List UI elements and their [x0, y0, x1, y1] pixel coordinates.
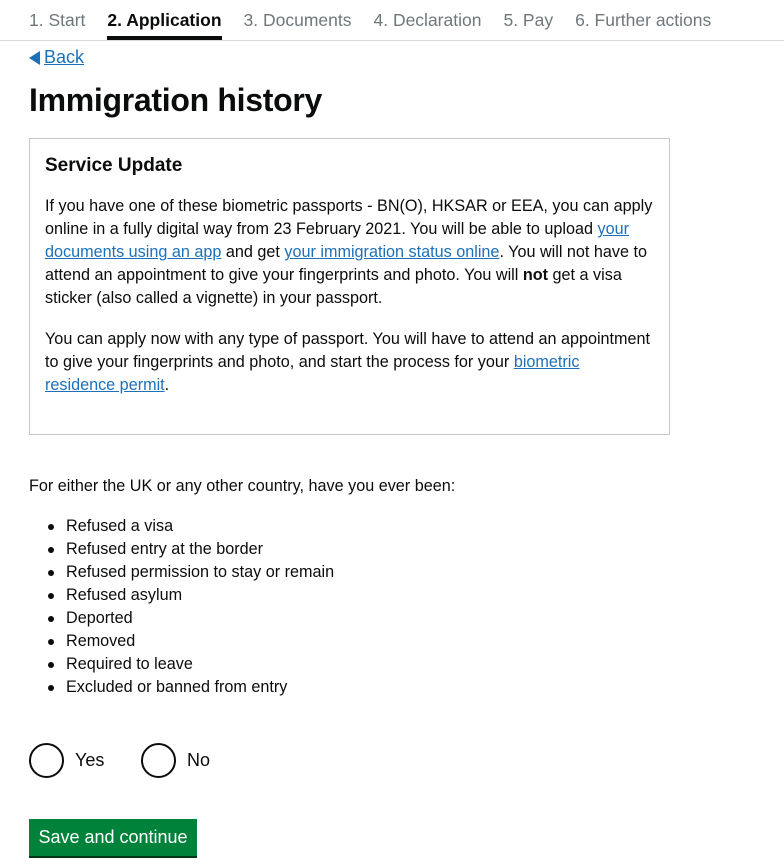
- step-pay: 5. Pay: [503, 10, 554, 30]
- notice-paragraph-2: You can apply now with any type of passport. You will have to attend an appointment to give your fingerprints and photo, and start the process for your biometric residence permit.: [45, 330, 651, 394]
- back-link[interactable]: [29, 47, 84, 68]
- step-documents: 3. Documents: [243, 10, 352, 30]
- service-update-panel: [29, 138, 670, 435]
- radio-no[interactable]: [141, 743, 210, 778]
- notice-title: Service Update: [45, 155, 183, 176]
- list-item: Refused a visa: [29, 515, 334, 538]
- documents-app-link[interactable]: your documents using an app: [45, 220, 630, 261]
- list-item: Required to leave: [29, 653, 334, 676]
- radio-no-circle[interactable]: [141, 743, 176, 778]
- back-arrow-icon: [29, 51, 40, 65]
- list-item: Removed: [29, 630, 334, 653]
- radio-no-label: No: [187, 750, 211, 770]
- question-text: For either the UK or any other country, have you ever been:: [29, 477, 456, 495]
- radio-yes-label: Yes: [75, 750, 105, 770]
- radio-yes[interactable]: [29, 743, 104, 778]
- radio-yes-circle[interactable]: [29, 743, 64, 778]
- step-declaration: 4. Declaration: [373, 10, 482, 30]
- list-item: Refused asylum: [29, 584, 334, 607]
- list-item: Refused permission to stay or remain: [29, 561, 334, 584]
- back-label: Back: [44, 47, 85, 67]
- step-start: 1. Start: [29, 10, 86, 30]
- progress-steps: [0, 0, 784, 41]
- immigration-status-link[interactable]: your immigration status online: [284, 243, 500, 261]
- biometric-permit-link[interactable]: biometric residence permit: [45, 353, 580, 394]
- step-further-actions: 6. Further actions: [575, 10, 712, 30]
- reasons-list: [29, 515, 334, 699]
- list-item: Refused entry at the border: [29, 538, 334, 561]
- step-application: 2. Application: [107, 0, 221, 40]
- page-title: Immigration history: [29, 82, 323, 118]
- save-and-continue-button[interactable]: Save and continue: [29, 819, 197, 856]
- list-item: Deported: [29, 607, 334, 630]
- list-item: Excluded or banned from entry: [29, 676, 334, 699]
- notice-paragraph-1: If you have one of these biometric passports - BN(O), HKSAR or EEA, you can apply online in a fully digital way from 23 February 2021. You will be able to upload your documents using an app and get your immigration status online. You will not have to attend an appointment to give your fingerprints and photo. You will not get a visa sticker (also called a vignette) in your passport.: [45, 197, 653, 307]
